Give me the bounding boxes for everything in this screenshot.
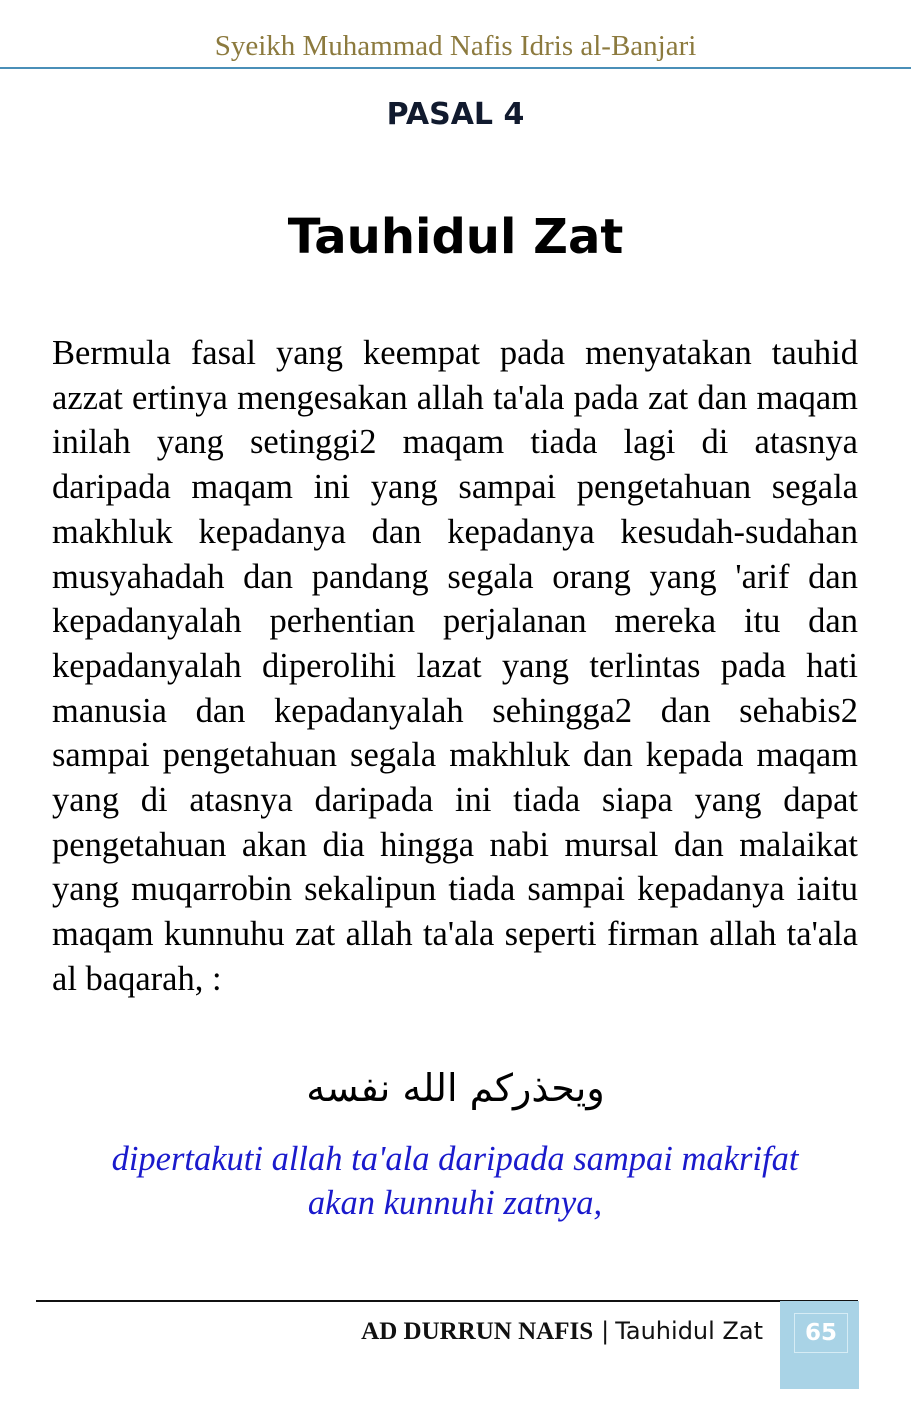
running-header: Syeikh Muhammad Nafis Idris al-Banjari <box>214 30 697 62</box>
footer-chapter-title: Tauhidul Zat <box>615 1317 763 1345</box>
translation-line-1: dipertakuti allah ta'ala daripada sampai makrifat <box>111 1140 799 1178</box>
arabic-verse: ويحذركم الله نفسه <box>306 1066 605 1110</box>
chapter-label: PASAL 4 <box>386 97 525 132</box>
footer-book-title: AD DURRUN NAFIS <box>361 1318 594 1345</box>
header-divider <box>0 67 911 69</box>
page-number: 65 <box>794 1313 848 1353</box>
translation-line-2: akan kunnuhi zatnya, <box>307 1184 603 1222</box>
verse-translation <box>52 1137 858 1225</box>
running-footer <box>361 1313 763 1349</box>
page-number-badge <box>780 1301 859 1389</box>
body-paragraph: Bermula fasal yang keempat pada menyatakan tauhid azzat ertinya mengesakan allah ta'ala pada zat dan maqam inilah yang setinggi2 maqam tiada lagi di atasnya daripada maqam ini yang sampai pengetahuan segala makhluk kepadanya dan kepadanya kesudah-sudahan musyahadah dan pandang segala orang yang 'arif dan kepadanyalah perhentian perjalanan mereka itu dan kepadanyalah diperolihi lazat yang terlintas pada hati manusia dan kepadanyalah sehingga2 dan sehabis2 sampai pengetahuan segala makhluk dan kepada maqam yang di atasnya daripada ini tiada siapa yang dapat pengetahuan akan dia hingga nabi mursal dan malaikat yang muqarrobin sekalipun tiada sampai kepadanya iaitu maqam kunnuhu zat allah ta'ala seperti firman allah ta'ala al baqarah, : <box>52 334 858 998</box>
chapter-title: Tauhidul Zat <box>287 209 624 265</box>
footer-divider <box>36 1300 858 1302</box>
footer-separator: | <box>601 1317 610 1345</box>
